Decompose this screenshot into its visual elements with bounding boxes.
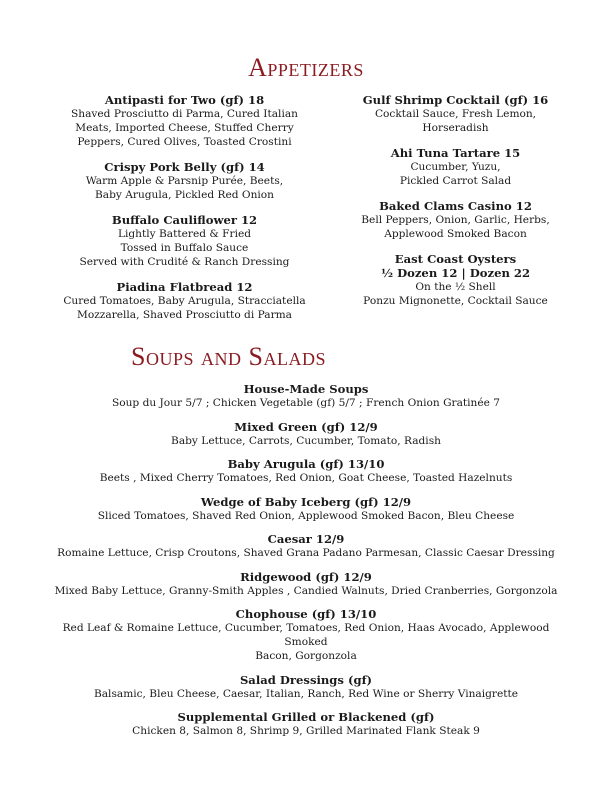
item-name: East Coast Oysters	[394, 252, 517, 266]
item-name: Piadina Flatbread 12	[116, 280, 253, 294]
item-name: Caesar 12/9	[267, 532, 345, 546]
item-desc: Baby Arugula, Pickled Red Onion	[95, 189, 274, 201]
item-desc: Beets , Mixed Cherry Tomatoes, Red Onion, Goat Cheese, Toasted Hazelnuts	[99, 472, 513, 484]
item-name: Salad Dressings (gf)	[239, 672, 373, 687]
item-desc: Meats, Imported Cheese, Stuffed Cherry	[75, 122, 294, 134]
item-desc: On the ½ Shell	[415, 281, 496, 293]
menu-item	[42, 213, 327, 269]
item-desc: Baby Lettuce, Carrots, Cucumber, Tomato, Radish	[171, 434, 441, 447]
item-name: Antipasti for Two (gf) 18	[104, 93, 265, 107]
item-desc: Cocktail Sauce, Fresh Lemon,	[374, 108, 537, 120]
menu-item	[45, 457, 567, 485]
menu-item	[42, 93, 327, 149]
item-price-line: ½ Dozen 12 | Dozen 22	[380, 266, 531, 280]
item-desc: Ponzu Mignonette, Cocktail Sauce	[363, 295, 548, 307]
appetizers-right-column	[313, 93, 598, 319]
item-desc: Chicken 8, Salmon 8, Shrimp 9, Grilled Marinated Flank Steak 9	[132, 725, 480, 737]
item-desc: Lightly Battered & Fried	[117, 228, 252, 240]
item-name: Chophouse (gf) 13/10	[235, 607, 377, 621]
menu-item	[45, 673, 567, 701]
soups-salads-heading	[0, 342, 612, 372]
item-desc: Balsamic, Bleu Cheese, Caesar, Italian, Ranch, Red Wine or Sherry Vinaigrette	[93, 687, 519, 700]
menu-item	[45, 532, 567, 560]
item-desc: Cucumber, Yuzu,	[410, 161, 501, 173]
item-desc: Sliced Tomatoes, Shaved Red Onion, Applewood Smoked Bacon, Bleu Cheese	[97, 509, 515, 522]
item-desc: Bacon, Gorgonzola	[255, 650, 357, 662]
item-name: Crispy Pork Belly (gf) 14	[104, 160, 265, 174]
menu-item	[45, 382, 567, 410]
item-desc: Mozzarella, Shaved Prosciutto di Parma	[76, 309, 292, 321]
item-name: Buffalo Cauliflower 12	[111, 213, 258, 227]
menu-item	[313, 93, 598, 135]
menu-item	[45, 607, 567, 663]
item-name: House-Made Soups	[243, 382, 369, 396]
item-name: Mixed Green (gf) 12/9	[234, 419, 378, 434]
menu-item	[45, 710, 567, 738]
item-desc: Pickled Carrot Salad	[399, 175, 512, 187]
menu-item	[42, 160, 327, 202]
item-desc: Red Leaf & Romaine Lettuce, Cucumber, Tomatoes, Red Onion, Haas Avocado, Applewood Smoked	[62, 622, 550, 648]
item-name: Ridgewood (gf) 12/9	[240, 569, 372, 584]
item-desc: Mixed Baby Lettuce, Granny-Smith Apples , Candied Walnuts, Dried Cranberries, Gorgonzola	[54, 584, 558, 597]
soups-salads-title: Soups and Salads	[131, 342, 326, 371]
item-name: Baby Arugula (gf) 13/10	[227, 457, 385, 471]
item-desc: Horseradish	[422, 122, 489, 134]
menu-item	[313, 199, 598, 241]
item-desc: Soup du Jour 5/7 ; Chicken Vegetable (gf) 5/7 ; French Onion Gratinée 7	[111, 397, 501, 409]
item-name: Gulf Shrimp Cocktail (gf) 16	[362, 93, 549, 107]
menu-item	[313, 252, 598, 308]
item-desc: Peppers, Cured Olives, Toasted Crostini	[77, 136, 292, 148]
menu-item	[45, 495, 567, 523]
soups-salads-list	[45, 382, 567, 748]
item-desc: Applewood Smoked Bacon	[384, 228, 527, 240]
menu-item	[313, 146, 598, 188]
appetizers-heading: Appetizers	[248, 53, 364, 82]
item-name: Wedge of Baby Iceberg (gf) 12/9	[200, 494, 412, 509]
menu-item	[45, 570, 567, 598]
item-desc: Tossed in Buffalo Sauce	[120, 242, 249, 254]
appetizers-left-column	[42, 93, 327, 333]
item-desc: Bell Peppers, Onion, Garlic, Herbs,	[361, 214, 550, 226]
menu-item	[42, 280, 327, 322]
menu-item	[45, 420, 567, 448]
item-name: Baked Clams Casino 12	[379, 199, 532, 213]
item-desc: Romaine Lettuce, Crisp Croutons, Shaved Grana Padano Parmesan, Classic Caesar Dressing	[57, 547, 555, 559]
item-desc: Served with Crudité & Ranch Dressing	[79, 256, 290, 268]
item-desc: Cured Tomatoes, Baby Arugula, Stracciatella	[63, 295, 306, 307]
item-name: Ahi Tuna Tartare 15	[390, 146, 521, 160]
item-name: Supplemental Grilled or Blackened (gf)	[177, 710, 435, 724]
item-desc: Warm Apple & Parsnip Purée, Beets,	[85, 175, 284, 187]
item-desc: Shaved Prosciutto di Parma, Cured Italian	[71, 108, 298, 120]
